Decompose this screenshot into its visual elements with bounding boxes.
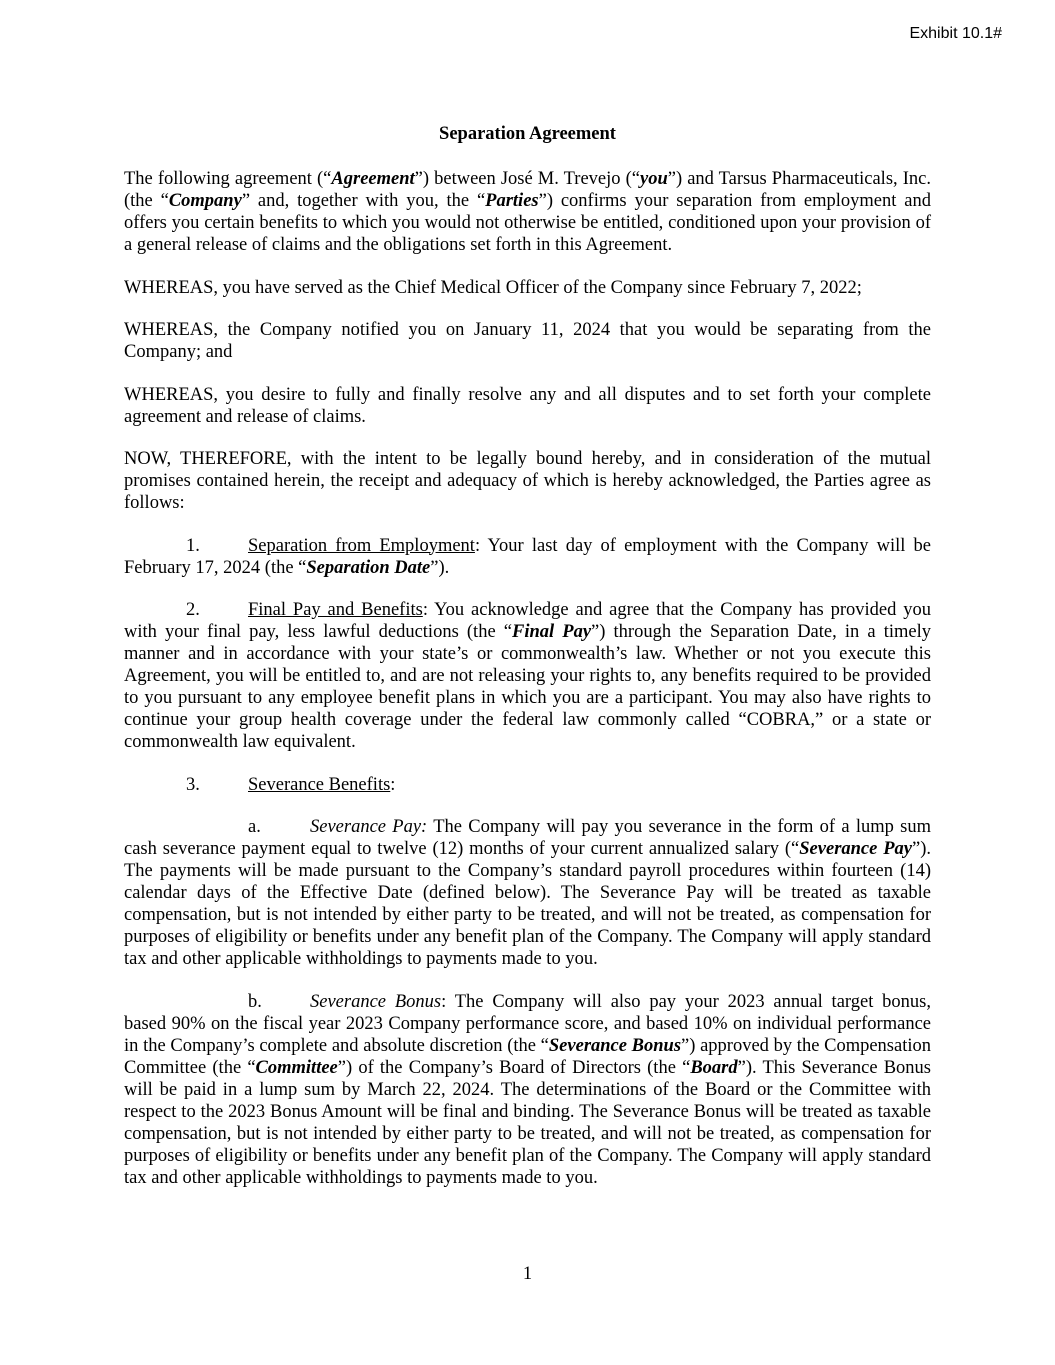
defined-term: Board bbox=[690, 1057, 738, 1078]
defined-term: Severance Pay bbox=[799, 839, 912, 859]
now-therefore-clause: NOW, THEREFORE, with the intent to be legally bound hereby, and in consideration of the mutual promises contained herein, the receipt and adequacy of which is hereby acknowledged, the Parties agree as follows: bbox=[124, 449, 931, 513]
defined-term: Committee bbox=[255, 1057, 338, 1078]
intro-text: ”) confirms your separation from employment and offers you certain benefits to which you would not otherwise be entitled, conditioned upon your provision of a general release of claims and the obligations set forth in this Agreement. bbox=[124, 191, 931, 255]
section-text: : bbox=[390, 774, 396, 795]
whereas-clause-1: WHEREAS, you have served as the Chief Medical Officer of the Company since February 7, 2022; bbox=[124, 277, 862, 298]
whereas-clause-2: WHEREAS, the Company notified you on January 11, 2024 that you would be separating from the Company; and bbox=[124, 320, 931, 362]
exhibit-label: Exhibit 10.1# bbox=[909, 25, 1002, 42]
subsection-heading: Severance Bonus bbox=[310, 991, 442, 1012]
section-3 bbox=[124, 774, 931, 796]
intro-text: The following agreement (“ bbox=[124, 169, 332, 189]
section-number: 2. bbox=[186, 600, 200, 620]
document-title: Separation Agreement bbox=[439, 124, 616, 144]
intro-paragraph bbox=[124, 168, 931, 256]
page-number: 1 bbox=[522, 1264, 533, 1284]
section-heading: Final Pay and Benefits bbox=[248, 600, 423, 620]
section-text: ”) through the Separation Date, in a timely manner and in accordance with your state’s or commonwealth’s law. Whether or not you execute this Agreement, you will be entitled to, and are not releasing your rights to, any benefits required to be provided to you pursuant to any employee benefit plans in which you are a participant. You may also have rights to continue your group health coverage under the federal law commonly called “COBRA,” or a state or commonwealth law equivalent. bbox=[124, 622, 931, 752]
defined-term: you bbox=[639, 169, 668, 189]
section-text: : You acknowledge and agree that the Company has provided you with your final pay, less lawful deductions (the “ bbox=[124, 600, 931, 642]
intro-text: ”) and Tarsus Pharmaceuticals, Inc. (the “ bbox=[124, 169, 931, 211]
subsection-heading: Severance Pay: bbox=[310, 817, 428, 837]
section-text: The Company will pay you severance in the form of a lump sum cash severance payment equal to twelve (12) months of your current annualized salary (“ bbox=[124, 817, 932, 859]
section-text: : The Company will also pay your 2023 annual target bonus, based 90% on the fiscal year 2023 Company performance score, and based 10% on individual performance in the Company’s complete and absolute discretion (the “ bbox=[124, 991, 931, 1056]
subsection-letter: b. bbox=[248, 991, 262, 1012]
section-number: 3. bbox=[186, 774, 200, 795]
defined-term: Final Pay bbox=[512, 622, 592, 642]
document-body bbox=[124, 168, 931, 1209]
section-text: ”) approved by the Compensation Committee (the “ bbox=[124, 1035, 931, 1078]
defined-term: Company bbox=[168, 191, 242, 211]
section-text: ”). The payments will be made pursuant to the Company’s standard payroll procedures within fourteen (14) calendar days of the Effective Date (defined below). The Severance Pay will be treated as taxable compensation, but is not intended by either party to be treated, and will not be treated, as compensation for purposes of eligibility or benefits under any benefit plan of the Company. The Company will apply standard tax and other applicable withholdings to payments made to you. bbox=[124, 839, 931, 969]
defined-term: Parties bbox=[485, 191, 539, 211]
section-3a bbox=[124, 816, 931, 970]
section-text: ”). This Severance Bonus will be paid in a lump sum by March 22, 2024. The determinations of the Board or the Committee with respect to the 2023 Bonus Amount will be final and binding. The Severance Bonus will be treated as taxable compensation, but is not intended by either party to be treated, and will not be treated, as compensation for purposes of eligibility or benefits under any benefit plan of the Company. The Company will apply standard tax and other applicable withholdings to payments made to you. bbox=[124, 1057, 931, 1188]
subsection-letter: a. bbox=[248, 817, 261, 837]
section-3b bbox=[124, 991, 931, 1189]
section-2 bbox=[124, 599, 931, 753]
section-number: 1. bbox=[186, 535, 200, 556]
section-text: : Your last day of employment with the Company will be February 17, 2024 (the “ bbox=[124, 535, 931, 578]
defined-term: Severance Bonus bbox=[548, 1035, 682, 1056]
section-heading: Severance Benefits bbox=[248, 774, 391, 795]
intro-text: ” and, together with you, the “ bbox=[241, 191, 486, 211]
defined-term: Agreement bbox=[331, 169, 415, 189]
section-heading: Separation from Employment bbox=[248, 535, 475, 556]
section-text: ”) of the Company’s Board of Directors (the “ bbox=[337, 1057, 691, 1078]
intro-text: ”) between José M. Trevejo (“ bbox=[414, 169, 640, 189]
whereas-clause-3: WHEREAS, you desire to fully and finally resolve any and all disputes and to set forth your complete agreement and release of claims. bbox=[124, 384, 931, 427]
defined-term: Separation Date bbox=[306, 557, 431, 578]
section-1 bbox=[124, 535, 931, 579]
section-text: ”). bbox=[430, 557, 450, 578]
